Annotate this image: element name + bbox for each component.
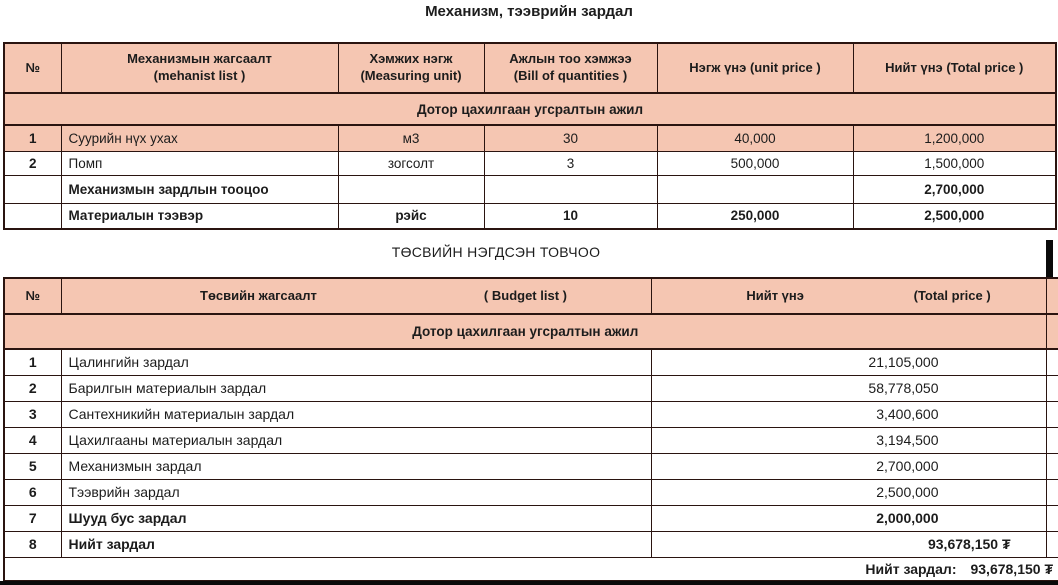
column-header-total-price: Нийт үнэ (Total price ) bbox=[651, 278, 1046, 314]
cell-unit_price: 500,000 bbox=[657, 151, 853, 175]
overflow-column bbox=[1046, 479, 1058, 505]
cell-qty bbox=[484, 175, 657, 203]
cell-no: 2 bbox=[4, 151, 61, 175]
column-header-unit-price: Нэгж үнэ (unit price ) bbox=[657, 43, 853, 93]
column-header-no: № bbox=[4, 278, 61, 314]
mechanism-table bbox=[3, 42, 1057, 230]
column-header-no: № bbox=[4, 43, 61, 93]
table-row bbox=[4, 203, 1056, 229]
cell-no: 3 bbox=[4, 401, 61, 427]
column-header-qty: Ажлын тоо хэмжээ (Bill of quantities ) bbox=[484, 43, 657, 93]
overflow-column bbox=[1046, 375, 1058, 401]
table-row bbox=[4, 531, 1058, 557]
cell-total: 58,778,050 bbox=[651, 375, 1046, 401]
cell-no: 4 bbox=[4, 427, 61, 453]
cell-no: 5 bbox=[4, 453, 61, 479]
table-row bbox=[4, 151, 1056, 175]
cell-no: 8 bbox=[4, 531, 61, 557]
table-row bbox=[4, 349, 1058, 375]
budget-table-body bbox=[4, 349, 1058, 557]
section-header-row bbox=[4, 314, 1058, 349]
cell-total: 2,700,000 bbox=[651, 453, 1046, 479]
section-header: Дотор цахилгаан угсралтын ажил bbox=[4, 93, 1056, 125]
table-row bbox=[4, 453, 1058, 479]
cell-name: Шууд бус зардал bbox=[61, 505, 651, 531]
cell-name: Цахилгааны материалын зардал bbox=[61, 427, 651, 453]
overflow-column bbox=[1046, 427, 1058, 453]
table-row bbox=[4, 401, 1058, 427]
table-row bbox=[4, 375, 1058, 401]
cell-no: 6 bbox=[4, 479, 61, 505]
cell-unit_price bbox=[657, 175, 853, 203]
overflow-column bbox=[1046, 278, 1058, 314]
cell-name: Суурийн нүх ухах bbox=[61, 125, 338, 151]
table-row bbox=[4, 479, 1058, 505]
section-header-row bbox=[4, 93, 1056, 125]
section-header: Дотор цахилгаан угсралтын ажил bbox=[4, 314, 1046, 349]
overflow-column bbox=[1046, 531, 1058, 557]
column-header-list: Механизмын жагсаалт (mehanist list ) bbox=[61, 43, 338, 93]
mechanism-header-row bbox=[4, 43, 1056, 93]
cell-total: 2,500,000 bbox=[651, 479, 1046, 505]
cell-total: 2,700,000 bbox=[853, 175, 1056, 203]
cell-name: Нийт зардал bbox=[61, 531, 651, 557]
column-header-total-price: Нийт үнэ (Total price ) bbox=[853, 43, 1056, 93]
cell-no: 1 bbox=[4, 125, 61, 151]
table-row bbox=[4, 505, 1058, 531]
cell-total: 3,194,500 bbox=[651, 427, 1046, 453]
cell-name: Сантехникийн материалын зардал bbox=[61, 401, 651, 427]
cell-unit_price: 40,000 bbox=[657, 125, 853, 151]
cell-unit: зогсолт bbox=[338, 151, 484, 175]
document-title: Механизм, тээврийн зардал bbox=[425, 3, 633, 20]
cell-total: 93,678,150 ₮ bbox=[651, 531, 1046, 557]
overflow-column bbox=[1046, 505, 1058, 531]
cell-total: 3,400,600 bbox=[651, 401, 1046, 427]
column-header-unit: Хэмжих нэгж (Measuring unit) bbox=[338, 43, 484, 93]
overflow-column bbox=[1046, 401, 1058, 427]
cell-no: 2 bbox=[4, 375, 61, 401]
cell-qty: 30 bbox=[484, 125, 657, 151]
table-row bbox=[4, 427, 1058, 453]
cell-unit bbox=[338, 175, 484, 203]
cell-name: Цалингийн зардал bbox=[61, 349, 651, 375]
cell-name: Механизмын зардлын тооцоо bbox=[61, 175, 338, 203]
cell-no bbox=[4, 175, 61, 203]
grand-total-value: 93,678,150 ₮ bbox=[970, 560, 1053, 577]
cell-name: Помп bbox=[61, 151, 338, 175]
budget-table bbox=[3, 277, 1058, 582]
budget-header-row bbox=[4, 278, 1058, 314]
table-row bbox=[4, 175, 1056, 203]
cell-total: 2,000,000 bbox=[651, 505, 1046, 531]
cell-unit: рэйс bbox=[338, 203, 484, 229]
cell-no: 1 bbox=[4, 349, 61, 375]
cell-qty: 3 bbox=[484, 151, 657, 175]
mechanism-table-body bbox=[4, 125, 1056, 229]
table-row bbox=[4, 125, 1056, 151]
cell-total: 1,500,000 bbox=[853, 151, 1056, 175]
cell-total: 21,105,000 bbox=[651, 349, 1046, 375]
cell-name: Материалын тээвэр bbox=[61, 203, 338, 229]
cell-unit: м3 bbox=[338, 125, 484, 151]
cell-qty: 10 bbox=[484, 203, 657, 229]
cell-no: 7 bbox=[4, 505, 61, 531]
window-bottom-edge bbox=[0, 581, 1058, 585]
column-header-budget-list: Төсвийн жагсаалт ( Budget list ) bbox=[61, 278, 651, 314]
cell-total: 2,500,000 bbox=[853, 203, 1056, 229]
cell-name: Механизмын зардал bbox=[61, 453, 651, 479]
overflow-column bbox=[1046, 349, 1058, 375]
summary-title: ТӨСВИЙН НЭГДСЭН ТОВЧОО bbox=[391, 244, 601, 260]
cell-total: 1,200,000 bbox=[853, 125, 1056, 151]
grand-total-row bbox=[4, 557, 1058, 581]
vertical-scrollbar-thumb[interactable] bbox=[1046, 240, 1053, 277]
cell-name: Тээврийн зардал bbox=[61, 479, 651, 505]
cell-no bbox=[4, 203, 61, 229]
overflow-column bbox=[1046, 314, 1058, 349]
grand-total-label: Нийт зардал: bbox=[865, 560, 957, 577]
overflow-column bbox=[1046, 453, 1058, 479]
grand-total-cell bbox=[4, 557, 1058, 581]
cell-name: Барилгын материалын зардал bbox=[61, 375, 651, 401]
cell-unit_price: 250,000 bbox=[657, 203, 853, 229]
